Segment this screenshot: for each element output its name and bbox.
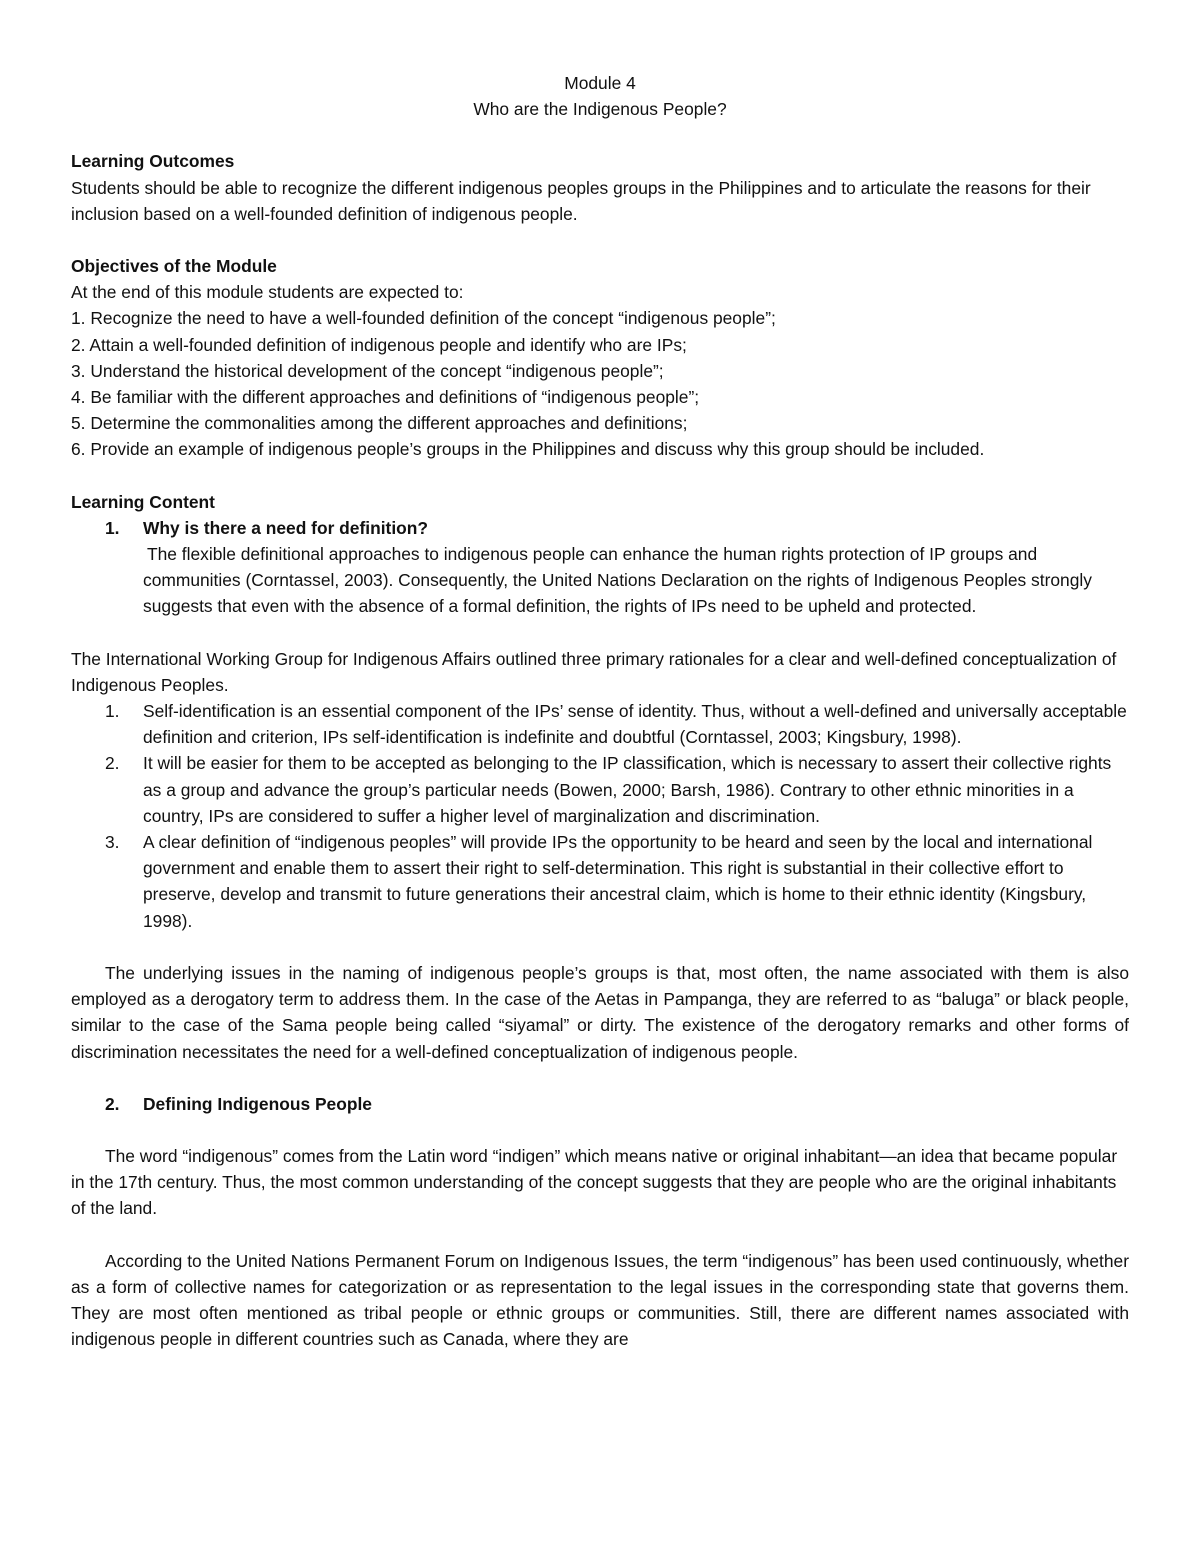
module-number: Module 4 [564, 73, 636, 93]
section-1-item [71, 515, 1129, 620]
section-1-text: The flexible definitional approaches to indigenous people can enhance the human rights protection of IP groups and communities (Corntassel, 2003). Consequently, the United Nations Declaration on the rights of Indigenous Peoples strongly suggests that even with the absence of a formal definition, the rights of IPs need to be upheld and protected. [143, 544, 1092, 617]
document-page [71, 70, 1129, 1352]
rationale-text: A clear definition of “indigenous peoples” will provide IPs the opportunity to be heard and seen by the local and international government and enable them to assert their right to self-determination. This right is substantial in their collective effort to preserve, develop and transmit to future generations their ancestral claim, which is home to their ethnic identity (Kingsbury, 1998). [143, 832, 1093, 931]
section-1 [71, 515, 1129, 620]
rationale-item [71, 698, 1129, 750]
learning-content-heading: Learning Content [71, 491, 215, 512]
section-2-title: Defining Indigenous People [143, 1093, 372, 1114]
objective-item: 6. Provide an example of indigenous people’s groups in the Philippines and discuss why this group should be included. [71, 439, 985, 460]
objectives-heading: Objectives of the Module [71, 256, 277, 277]
iwgia-intro: The International Working Group for Indigenous Affairs outlined three primary rationales for a clear and well-defined conceptualization of Indigenous Peoples. [71, 648, 1117, 695]
objective-item: 3. Understand the historical development of the concept “indigenous people”; [71, 360, 664, 381]
rationale-item [71, 829, 1129, 934]
section-1-number: 1. [105, 517, 120, 538]
rationale-number: 1. [105, 701, 120, 722]
objective-item: 1. Recognize the need to have a well-founded definition of the concept “indigenous people”; [71, 308, 776, 329]
rationale-number: 2. [105, 753, 120, 774]
learning-outcomes-heading: Learning Outcomes [71, 151, 235, 172]
section-2-paragraph-2: According to the United Nations Permanent Forum on Indigenous Issues, the term “indigenous” has been used continuously, whether as a form of collective names for categorization or as representation to the legal issues in the corresponding state that governs them. They are most often mentioned as tribal people or ethnic groups or communities. Still, there are different names associated with indigenous people in different countries such as Canada, where they are [71, 1250, 1129, 1350]
naming-paragraph: The underlying issues in the naming of indigenous people’s groups is that, most often, the name associated with them is also employed as a derogatory term to address them. In the case of the Aetas in Pampanga, they are referred to as “baluga” or black people, similar to the case of the Sama people being called “siyamal” or dirty. The existence of the derogatory remarks and other forms of discrimination necessitates the need for a well-defined conceptualization of indigenous people. [71, 962, 1129, 1062]
objective-item: 4. Be familiar with the different approaches and definitions of “indigenous people”; [71, 387, 700, 408]
objectives-intro: At the end of this module students are expected to: [71, 282, 464, 303]
rationale-item [71, 750, 1129, 829]
objective-item: 5. Determine the commonalities among the different approaches and definitions; [71, 413, 688, 434]
learning-outcomes-text: Students should be able to recognize the different indigenous peoples groups in the Philippines and to articulate the reasons for their inclusion based on a well-founded definition of indigenous people. [71, 177, 1091, 224]
page-title: Who are the Indigenous People? [473, 99, 727, 120]
rationale-text: Self-identification is an essential component of the IPs’ sense of identity. Thus, without a well-defined and universally acceptable definition and criterion, IPs self-identification is indefinite and doubtful (Corntassel, 2003; Kingsbury, 1998). [143, 701, 1127, 748]
section-1-title: Why is there a need for definition? [143, 517, 429, 538]
objective-item: 2. Attain a well-founded definition of indigenous people and identify who are IPs; [71, 334, 687, 355]
section-2 [71, 1091, 1129, 1117]
section-2-number: 2. [105, 1093, 120, 1114]
rationale-number: 3. [105, 832, 120, 853]
rationales-list [71, 698, 1129, 934]
rationale-text: It will be easier for them to be accepted as belonging to the IP classification, which is necessary to assert their collective rights as a group and advance the group’s particular needs (Bowen, 2000; Barsh, 1986). Contrary to other ethnic minorities in a country, IPs are considered to suffer a higher level of marginalization and discrimination. [143, 753, 1112, 826]
section-2-item [71, 1091, 1129, 1117]
section-2-paragraph-1: The word “indigenous” comes from the Latin word “indigen” which means native or original inhabitant—an idea that became popular in the 17th century. Thus, the most common understanding of the concept suggests that they are people who are the original inhabitants of the land. [71, 1145, 1118, 1219]
